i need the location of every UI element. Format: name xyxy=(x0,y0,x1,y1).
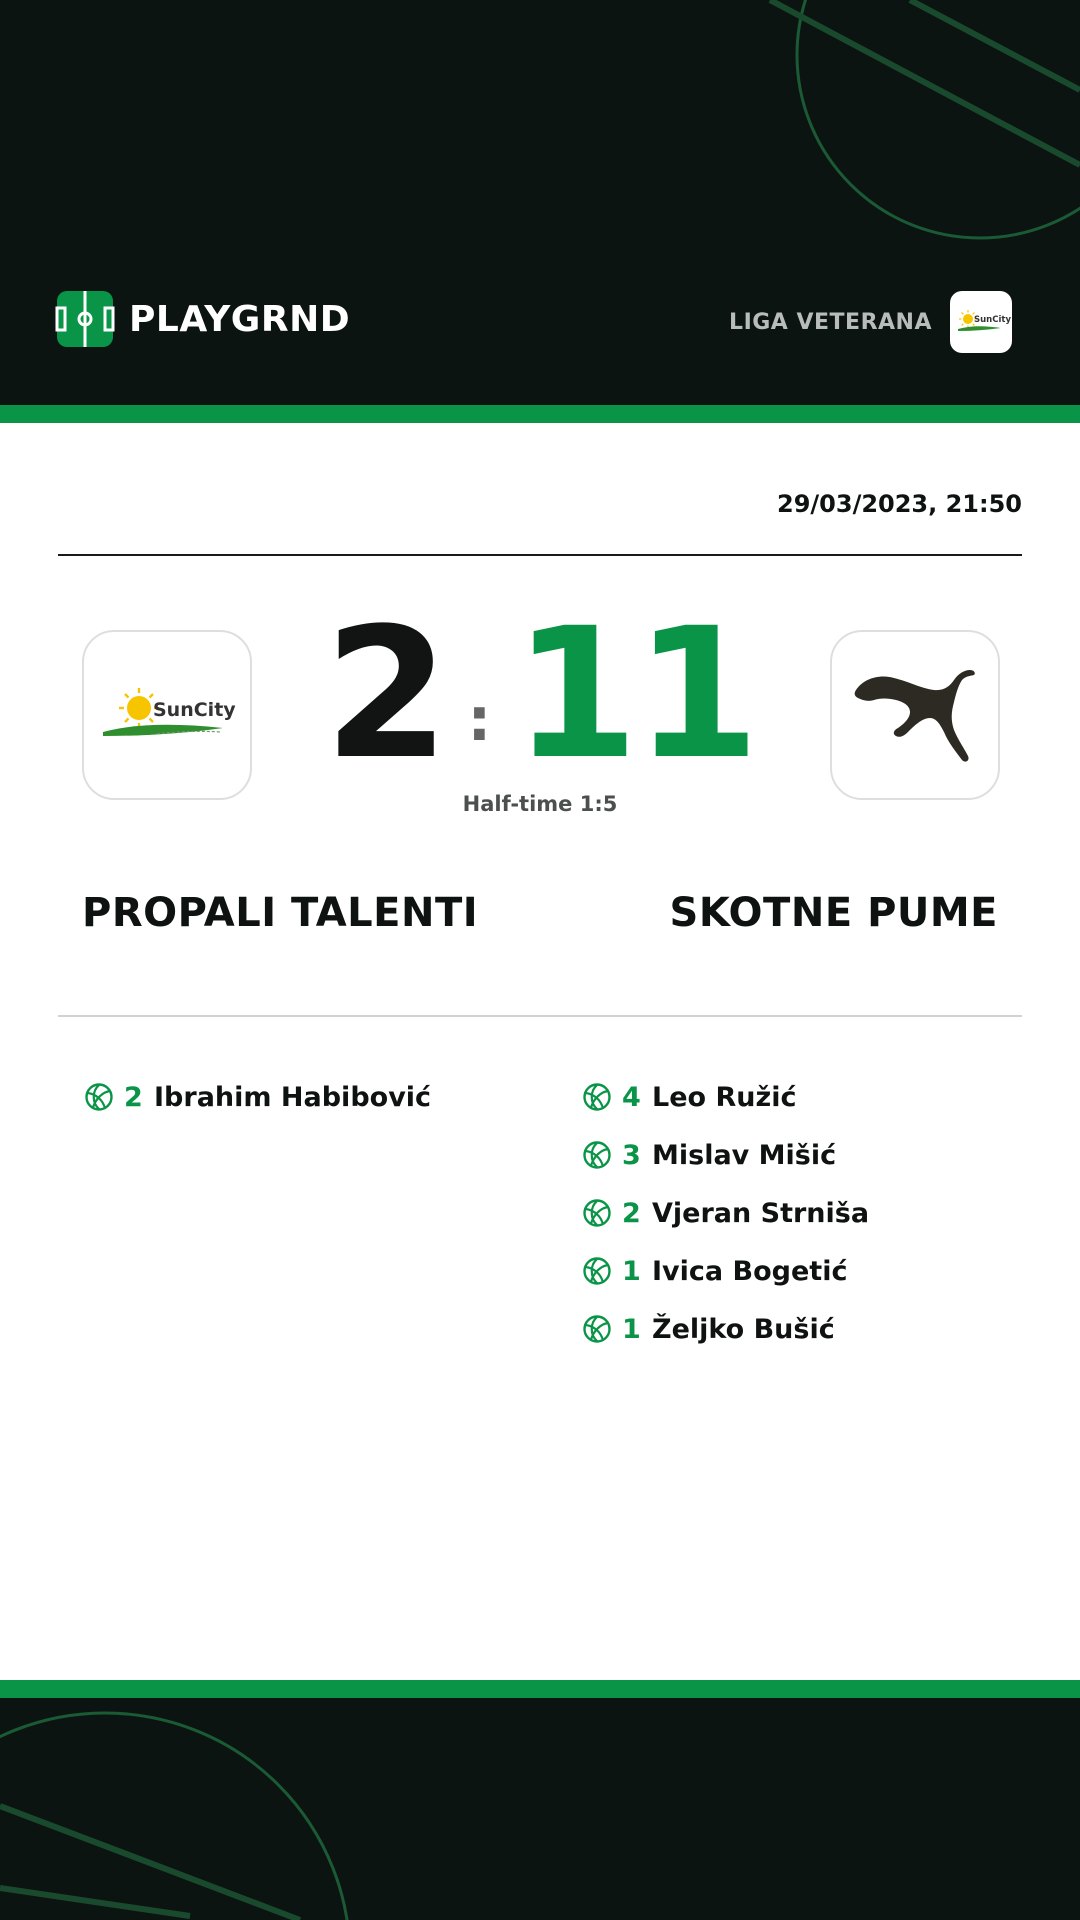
scorer-item xyxy=(582,1300,869,1358)
player-name[interactable]: Vjeran Strniša xyxy=(652,1197,870,1229)
scorer-item xyxy=(84,1068,431,1126)
score-separator: : xyxy=(467,685,492,755)
football-icon xyxy=(84,1082,114,1112)
goal-count: 2 xyxy=(622,1197,641,1229)
goal-count: 1 xyxy=(622,1255,641,1287)
away-team-name[interactable]: SKOTNE PUME xyxy=(669,890,998,936)
player-name[interactable]: Leo Ružić xyxy=(652,1081,797,1113)
divider xyxy=(58,1015,1022,1017)
football-icon xyxy=(582,1082,612,1112)
brand[interactable] xyxy=(57,291,350,347)
scorer-item xyxy=(582,1068,869,1126)
football-icon xyxy=(582,1198,612,1228)
away-score: 11 xyxy=(513,590,756,799)
league-name: LIGA VETERANA xyxy=(729,309,932,335)
away-team-logo[interactable] xyxy=(830,630,1000,800)
league-badge xyxy=(950,291,1012,353)
home-score: 2 xyxy=(324,590,446,799)
football-icon xyxy=(582,1140,612,1170)
away-scorers-list xyxy=(582,1068,869,1358)
brand-name: PLAYGRND xyxy=(129,298,351,340)
player-name[interactable]: Mislav Mišić xyxy=(652,1139,837,1171)
suncity-logo xyxy=(955,307,1011,337)
accent-stripe-bottom xyxy=(0,1680,1080,1698)
pitch-decoration xyxy=(0,1698,1080,1920)
player-name[interactable]: Ibrahim Habibović xyxy=(154,1081,432,1113)
scorer-item xyxy=(582,1242,869,1300)
puma-logo xyxy=(850,660,980,770)
match-date: 29/03/2023, 21:50 xyxy=(777,490,1022,518)
scorer-item xyxy=(582,1126,869,1184)
player-name[interactable]: Željko Bušić xyxy=(652,1313,835,1345)
header-band xyxy=(0,0,1080,405)
home-team-logo[interactable] xyxy=(82,630,252,800)
player-name[interactable]: Ivica Bogetić xyxy=(652,1255,848,1287)
league[interactable] xyxy=(729,291,1012,353)
football-icon xyxy=(582,1314,612,1344)
football-pitch-icon xyxy=(57,291,113,347)
home-scorers-list xyxy=(84,1068,431,1126)
goal-count: 3 xyxy=(622,1139,641,1171)
svg-text:SunCity: SunCity xyxy=(153,699,236,721)
svg-text:SunCity: SunCity xyxy=(974,315,1011,325)
scoreboard xyxy=(300,590,780,799)
home-team-name[interactable]: PROPALI TALENTI xyxy=(82,890,479,936)
football-icon xyxy=(582,1256,612,1286)
scorer-item xyxy=(582,1184,869,1242)
halftime-score: Half-time 1:5 xyxy=(462,792,618,816)
footer-band xyxy=(0,1698,1080,1920)
goal-count: 4 xyxy=(622,1081,641,1113)
suncity-logo xyxy=(97,680,237,750)
divider xyxy=(58,554,1022,556)
goal-count: 2 xyxy=(124,1081,143,1113)
accent-stripe-top xyxy=(0,405,1080,423)
goal-count: 1 xyxy=(622,1313,641,1345)
